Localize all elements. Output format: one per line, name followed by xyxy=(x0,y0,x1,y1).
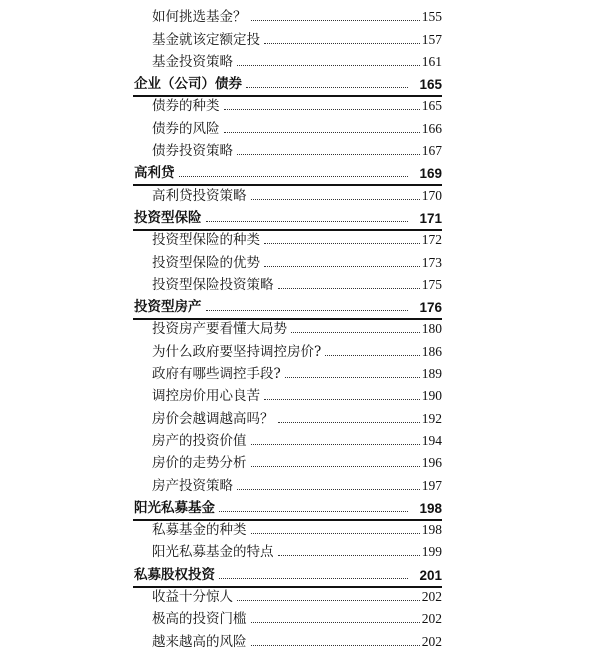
toc-entry-page: 202 xyxy=(421,611,442,627)
toc-entry-title: 基金投资策略 xyxy=(152,53,233,70)
toc-entry xyxy=(0,585,600,607)
toc-entry-title: 债券投资策略 xyxy=(152,143,233,160)
toc-section-page: 171 xyxy=(419,210,442,226)
toc-entry-title: 房产的投资价值 xyxy=(152,432,247,449)
leader-dots xyxy=(278,288,421,289)
toc-entry-title: 房产投资策略 xyxy=(152,477,233,494)
toc-section-title: 投资型房产 xyxy=(134,299,202,316)
leader-dots xyxy=(278,422,421,423)
toc-section-page: 198 xyxy=(419,500,442,516)
leader-dots xyxy=(264,266,420,267)
leader-dots xyxy=(251,444,421,445)
toc-entry-page: 166 xyxy=(421,120,442,136)
leader-dots xyxy=(237,65,420,66)
toc-entry-title: 投资型保险的优势 xyxy=(152,254,260,271)
toc-entry-title: 投资房产要看懂大局势 xyxy=(152,321,287,338)
leader-dots xyxy=(278,555,421,556)
leader-dots xyxy=(325,355,420,356)
toc-section xyxy=(0,161,600,183)
table-of-contents xyxy=(0,5,600,652)
toc-entry-page: 190 xyxy=(421,388,442,404)
toc-entry-title: 越来越高的风险 xyxy=(152,633,247,650)
toc-entry xyxy=(0,228,600,250)
toc-entry-page: 194 xyxy=(421,432,442,448)
toc-entry-page: 167 xyxy=(421,143,442,159)
toc-section-page: 201 xyxy=(419,567,442,583)
toc-section-title: 企业（公司）债券 xyxy=(134,76,242,93)
leader-dots xyxy=(237,154,420,155)
toc-section xyxy=(0,496,600,518)
toc-section xyxy=(0,72,600,94)
toc-entry-page: 170 xyxy=(421,187,442,203)
leader-dots xyxy=(219,511,408,512)
toc-entry-page: 196 xyxy=(421,455,442,471)
toc-entry-page: 192 xyxy=(421,410,442,426)
leader-dots xyxy=(237,489,420,490)
toc-entry xyxy=(0,183,600,205)
leader-dots xyxy=(224,132,421,133)
toc-entry xyxy=(0,339,600,361)
toc-entry-page: 199 xyxy=(421,544,442,560)
toc-section xyxy=(0,206,600,228)
toc-entry-title: 房价会越调越高吗？ xyxy=(152,410,274,427)
toc-entry xyxy=(0,384,600,406)
toc-entry-page: 180 xyxy=(421,321,442,337)
toc-section xyxy=(0,562,600,584)
toc-entry-title: 债券的种类 xyxy=(152,98,220,115)
toc-entry-title: 阳光私募基金的特点 xyxy=(152,544,274,561)
leader-dots xyxy=(219,578,408,579)
toc-entry xyxy=(0,518,600,540)
leader-dots xyxy=(264,243,420,244)
toc-entry-page: 165 xyxy=(421,98,442,114)
leader-dots xyxy=(291,332,420,333)
toc-section-title: 投资型保险 xyxy=(134,209,202,226)
toc-entry-title: 极高的投资门槛 xyxy=(152,611,247,628)
toc-entry xyxy=(0,473,600,495)
toc-entry xyxy=(0,50,600,72)
toc-entry xyxy=(0,5,600,27)
toc-entry xyxy=(0,607,600,629)
leader-dots xyxy=(206,310,409,311)
leader-dots xyxy=(246,87,408,88)
toc-entry xyxy=(0,406,600,428)
toc-entry-page: 172 xyxy=(421,232,442,248)
toc-entry-title: 高利贷投资策略 xyxy=(152,187,247,204)
leader-dots xyxy=(264,399,420,400)
leader-dots xyxy=(206,221,409,222)
toc-entry-title: 私募基金的种类 xyxy=(152,522,247,539)
leader-dots xyxy=(251,645,421,646)
leader-dots xyxy=(179,176,409,177)
toc-entry-page: 173 xyxy=(421,254,442,270)
toc-entry-page: 189 xyxy=(421,366,442,382)
toc-entry xyxy=(0,429,600,451)
toc-entry-title: 房价的走势分析 xyxy=(152,455,247,472)
toc-entry-page: 175 xyxy=(421,276,442,292)
toc-entry-page: 197 xyxy=(421,477,442,493)
leader-dots xyxy=(285,377,420,378)
toc-entry-title: 为什么政府要坚持调控房价? xyxy=(152,343,322,360)
toc-entry-title: 基金就该定额定投 xyxy=(152,31,260,48)
toc-entry xyxy=(0,451,600,473)
toc-entry-page: 198 xyxy=(421,522,442,538)
toc-entry xyxy=(0,250,600,272)
toc-entry-page: 161 xyxy=(421,53,442,69)
leader-dots xyxy=(251,199,421,200)
toc-section-page: 169 xyxy=(419,166,442,182)
toc-entry-page: 186 xyxy=(421,343,442,359)
toc-entry xyxy=(0,94,600,116)
toc-entry-title: 投资型保险的种类 xyxy=(152,232,260,249)
leader-dots xyxy=(251,533,421,534)
leader-dots xyxy=(251,20,421,21)
toc-section-title: 阳光私募基金 xyxy=(134,499,215,516)
toc-entry-title: 收益十分惊人 xyxy=(152,589,233,606)
toc-entry xyxy=(0,139,600,161)
toc-entry-title: 调控房价用心良苦 xyxy=(152,388,260,405)
toc-entry-page: 202 xyxy=(421,589,442,605)
toc-section xyxy=(0,295,600,317)
leader-dots xyxy=(224,109,421,110)
toc-section-title: 私募股权投资 xyxy=(134,566,215,583)
toc-section-title: 高利贷 xyxy=(134,165,175,182)
toc-entry-title: 投资型保险投资策略 xyxy=(152,276,274,293)
toc-entry xyxy=(0,116,600,138)
toc-entry-page: 155 xyxy=(421,9,442,25)
toc-entry-title: 债券的风险 xyxy=(152,120,220,137)
leader-dots xyxy=(237,600,420,601)
leader-dots xyxy=(251,622,421,623)
toc-entry xyxy=(0,629,600,651)
leader-dots xyxy=(264,43,420,44)
toc-section-page: 165 xyxy=(419,77,442,93)
leader-dots xyxy=(251,466,421,467)
toc-entry-page: 157 xyxy=(421,31,442,47)
toc-entry xyxy=(0,273,600,295)
toc-section-page: 176 xyxy=(419,300,442,316)
toc-entry-page: 202 xyxy=(421,633,442,649)
toc-entry xyxy=(0,362,600,384)
toc-entry xyxy=(0,540,600,562)
toc-entry xyxy=(0,317,600,339)
toc-entry-title: 政府有哪些调控手段? xyxy=(152,366,281,383)
toc-entry xyxy=(0,27,600,49)
toc-entry-title: 如何挑选基金？ xyxy=(152,9,247,26)
